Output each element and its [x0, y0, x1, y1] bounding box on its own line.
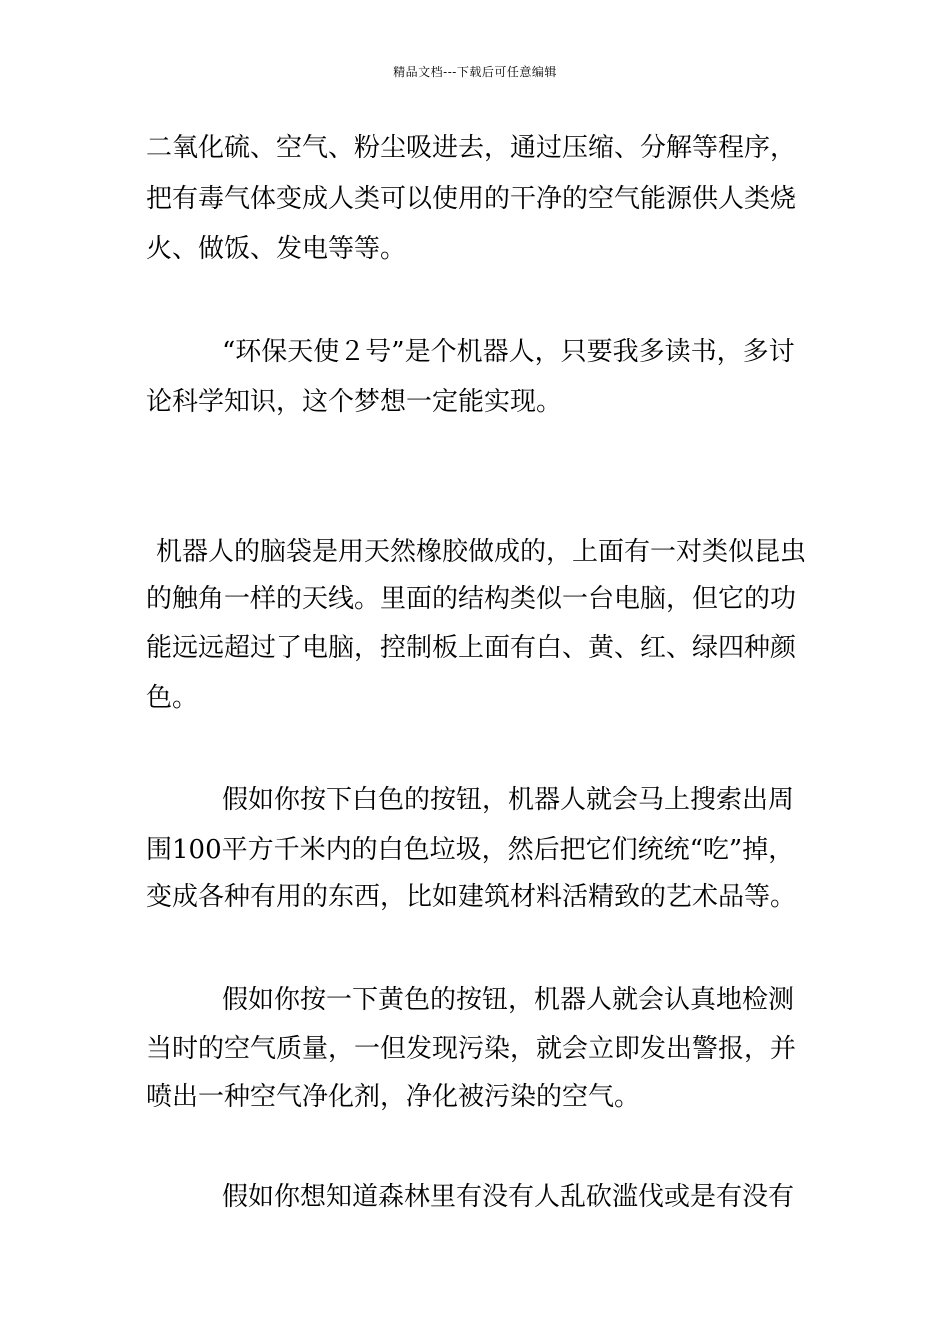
text-line: 变成各种有用的东西，比如建筑材料活精致的艺术品等。 — [146, 882, 797, 912]
text-line: 的触角一样的天线。里面的结构类似一台电脑，但它的功 — [146, 584, 797, 614]
text-line: 假如你想知道森林里有没有人乱砍滥伐或是有没有 — [222, 1182, 795, 1212]
text-line: 围100平方千米内的白色垃圾，然后把它们统统“吃”掉， — [146, 835, 795, 865]
text-line: 把有毒气体变成人类可以使用的干净的空气能源供人类烧 — [146, 184, 797, 214]
text-line: 二氧化硫、空气、粉尘吸进去，通过压缩、分解等程序， — [146, 133, 797, 163]
text-line: 能远远超过了电脑，控制板上面有白、黄、红、绿四种颜 — [146, 633, 797, 663]
text-line: 当时的空气质量，一但发现污染，就会立即发出警报，并 — [146, 1034, 797, 1064]
text-line: 喷出一种空气净化剂，净化被污染的空气。 — [146, 1082, 641, 1112]
page-header: 精品文档---下载后可任意编辑 — [393, 65, 557, 79]
text-line: 假如你按下白色的按钮，机器人就会马上搜索出周 — [222, 785, 795, 815]
text-line: 论科学知识，这个梦想一定能实现。 — [146, 387, 563, 417]
text-line: 机器人的脑袋是用天然橡胶做成的，上面有一对类似昆虫 — [156, 537, 807, 567]
text-line: 色。 — [146, 683, 199, 713]
text-line: 假如你按一下黄色的按钮，机器人就会认真地检测 — [222, 985, 795, 1015]
text-line: “环保天使２号”是个机器人，只要我多读书，多讨 — [222, 337, 795, 367]
text-line: 火、做饭、发电等等。 — [146, 234, 407, 264]
